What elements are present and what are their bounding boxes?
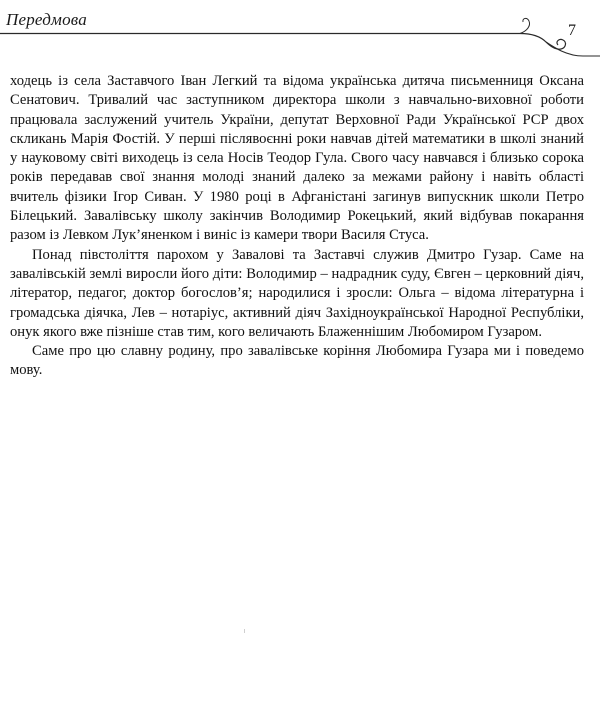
page-number: 7 xyxy=(568,22,576,39)
body-text xyxy=(10,72,584,381)
paragraph-1: ходець із села Заставчого Іван Легкий та відома українська дитяча письменниця Оксана Сенатович. Тривалий час заступником директора школи з навчально-виховної роботи працювала заслужений учитель України, депутат Верховної Ради Української РСР двох скликань Марія Фостій. У перші післявоєнні роки навчав дітей математики в школі знаний у науковому світі виходець із села Носів Теодор Гула. Свого часу навчався і близько сорока років передавав свої знання молоді знаний далеко за межами району і навіть області вчитель фізики Ігор Сиван. У 1980 році в Афганістані загинув випускник школи Петро Білецький. Завалівську школу закінчив Володимир Рокецький, який відбував покарання разом із Левком Лук’яненком і виніс із камери твори Василя Стуса. xyxy=(10,73,584,244)
header-title: Передмова xyxy=(6,10,87,29)
paragraph-3: Саме про цю славну родину, про завалівське коріння Любомира Гузара ми і поведемо мову. xyxy=(10,343,584,379)
running-header xyxy=(0,0,600,60)
paragraph-2: Понад півстоліття парохом у Завалові та Заставчі служив Дмитро Гузар. Саме на завалівській землі виросли його діти: Володимир – надрадник суду, Євген – церковний діяч, літератор, педагог, доктор богослов’я; народилися і зросли: Ольга – відома літературна і громадська діячка, Лев – нотаріус, активний діяч Західноукраїнської Народної Республіки, онук якого вже пізніше став тим, кого величають Блаженнішим Любомиром Гузаром. xyxy=(10,246,584,340)
header-ornament-rule xyxy=(0,0,600,60)
page-speck xyxy=(244,629,245,633)
